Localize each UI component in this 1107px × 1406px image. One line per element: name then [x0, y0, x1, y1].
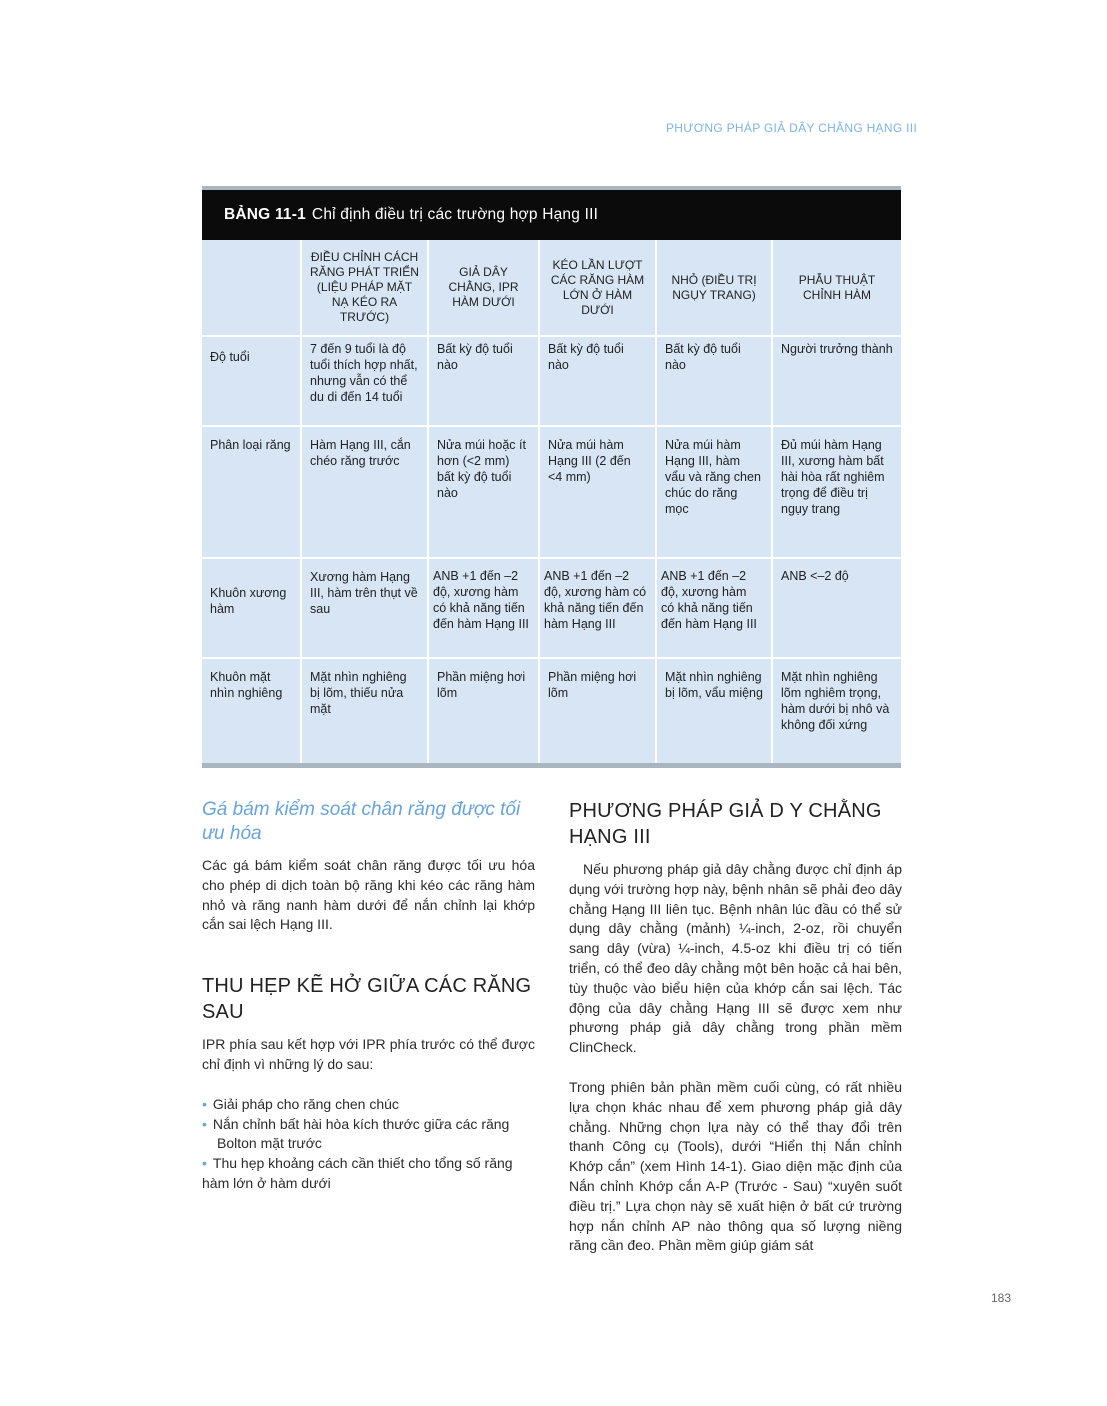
table-label: BẢNG 11-1 — [224, 206, 306, 223]
column-header: GIẢ DÂY CHẰNG, IPR HÀM DƯỚI — [428, 240, 539, 336]
column-header: KÉO LẦN LƯỢT CÁC RĂNG HÀM LỚN Ở HÀM DƯỚI — [539, 240, 656, 336]
table-cell: Phần miệng hơi lõm — [428, 658, 539, 763]
table-grid — [202, 240, 901, 763]
bullet-icon: • — [202, 1095, 207, 1112]
bullet-icon: • — [202, 1155, 207, 1172]
list-item — [202, 1095, 535, 1115]
table-cell: Hàm Hạng III, cắn chéo răng trước — [301, 426, 428, 558]
paragraph: Trong phiên bản phần mềm cuối cùng, có rất nhiều lựa chọn khác nhau để xem phương pháp giả dây chằng. Những chọn lựa này có thể thay đổi trên thanh Công cụ (Tools), dưới “Hiển thị Nắn chỉnh Khớp cắn” (xem Hình 14-1). Giao diện mặc định của Nắn chỉnh Khớp cắn A-P (Trước - Sau) “xuyên suốt điều trị.” Lựa chọn này sẽ xuất hiện ở bất cứ trường hợp nắn chỉnh AP nào thông qua số lượng niềng răng cần đeo. Phần mềm giúp giám sát — [569, 1078, 902, 1254]
subsection-heading: Gá bám kiểm soát chân răng được tối ưu hóa — [202, 799, 521, 844]
list-item-text: Thu hẹp khoảng cách cần thiết cho tổng số răng — [212, 1155, 513, 1172]
list-item — [202, 1115, 535, 1155]
table-cell: Phần miệng hơi lõm — [539, 658, 656, 763]
section-heading: PHƯƠNG PHÁP GIẢ D Y CHẰNG HẠNG III — [569, 800, 882, 848]
table-row — [202, 558, 901, 658]
table-cell: Mặt nhìn nghiêng bị lõm, thiếu nửa mặt — [301, 658, 428, 763]
paragraph: Các gá bám kiểm soát chân răng được tối ưu hóa cho phép di dịch toàn bộ răng khi kéo các răng hàm nhỏ và răng nanh hàm dưới để nắn chỉnh lại khớp cắn sai lệch Hạng III. — [202, 857, 535, 933]
table-cell: Nửa múi hoặc ít hơn (<2 mm) bất kỳ độ tuổi nào — [428, 426, 539, 558]
bullet-list — [202, 1095, 535, 1194]
column-header — [202, 240, 301, 336]
left-column — [202, 798, 535, 1194]
table-cell: Nửa múi hàm Hạng III (2 đến <4 mm) — [539, 426, 656, 558]
table-cell: ANB +1 đến –2 độ, xương hàm có khả năng tiến đến hàm Hạng III — [428, 558, 539, 658]
table-cell: Nửa múi hàm Hạng III, hàm vẩu và răng chen chúc do răng mọc — [656, 426, 772, 558]
table-cell: ANB <–2 độ — [772, 558, 901, 658]
column-header: NHỎ (ĐIỀU TRỊ NGỤY TRANG) — [656, 240, 772, 336]
running-head: PHƯƠNG PHÁP GIẢ DÂY CHẰNG HẠNG III — [665, 121, 917, 135]
table-cell: Xương hàm Hạng III, hàm trên thụt về sau — [301, 558, 428, 658]
table-header-row — [202, 240, 901, 336]
column-header: PHẪU THUẬT CHỈNH HÀM — [772, 240, 901, 336]
table-cell: Người trưởng thành — [772, 336, 901, 426]
table-cell: Đủ múi hàm Hạng III, xương hàm bất hài hòa rất nghiêm trọng để điều trị ngụy trang — [772, 426, 901, 558]
list-item-text: Bolton mặt trước — [217, 1135, 322, 1152]
table-bottom-rule — [202, 763, 901, 768]
table-cell: Bất kỳ độ tuổi nào — [656, 336, 772, 426]
paragraph: IPR phía sau kết hợp với IPR phía trước có thể được chỉ định vì những lý do sau: — [202, 1036, 535, 1072]
table-row — [202, 658, 901, 763]
table-cell: Bất kỳ độ tuổi nào — [539, 336, 656, 426]
row-header: Phân loại răng — [202, 426, 301, 558]
list-item-text: Nắn chỉnh bất hài hòa kích thước giữa các răng — [212, 1115, 510, 1132]
table-cell: ANB +1 đến –2 độ, xương hàm có khả năng tiến đến hàm Hạng III — [539, 558, 656, 658]
row-header: Độ tuổi — [202, 336, 301, 426]
table-cell: Bất kỳ độ tuổi nào — [428, 336, 539, 426]
list-item-text: hàm lớn ở hàm dưới — [202, 1174, 331, 1191]
paragraph: Nếu phương pháp giả dây chằng được chỉ định áp dụng với trường hợp này, bệnh nhân sẽ phải đeo dây chằng Hạng III liên tục. Bệnh nhân lúc đầu có thể sử dụng dây chằng (mảnh) ¼-inch, 2-oz, rồi chuyển sang dây (vừa) ¼-inch, 4.5-oz khi điều trị có tiến triển, có thể đeo dây chằng một bên hoặc cả hai bên, tùy thuộc vào biểu hiện của khớp cắn sai lệch. Tác động của dây chằng Hạng III sẽ được xem như phương pháp giả dây chằng trong phần mềm ClinCheck. — [569, 861, 902, 1056]
right-column — [569, 798, 902, 1256]
list-item-text: Giải pháp cho răng chen chúc — [212, 1095, 399, 1112]
row-header: Khuôn mặt nhìn nghiêng — [202, 658, 301, 763]
bullet-icon: • — [202, 1115, 207, 1132]
table-row — [202, 336, 901, 426]
list-item — [202, 1154, 535, 1194]
table-cell: Mặt nhìn nghiêng lõm nghiêm trọng, hàm dưới bị nhô và không đối xứng — [781, 670, 890, 732]
column-header: ĐIỀU CHỈNH CÁCH RĂNG PHÁT TRIỂN (LIỆU PHÁP MẶT NẠ KÉO RA TRƯỚC) — [301, 240, 428, 336]
table-cell: ANB +1 đến –2 độ, xương hàm có khả năng tiến đến hàm Hạng III — [656, 558, 772, 658]
table-title: Chỉ định điều trị các trường hợp Hạng III — [311, 206, 599, 223]
row-header: Khuôn xương hàm — [202, 558, 301, 658]
table-cell: 7 đến 9 tuổi là độ tuổi thích hợp nhất, nhưng vẫn có thể du di đến 14 tuổi — [301, 336, 428, 426]
section-heading: THU HẸP KẼ HỞ GIỮA CÁC RĂNG SAU — [202, 975, 532, 1024]
table-title-bar — [202, 190, 901, 240]
indications-table — [202, 186, 901, 768]
table-cell: Mặt nhìn nghiêng bị lõm, vẩu miệng — [656, 658, 772, 763]
table-row — [202, 426, 901, 558]
page-number: 183 — [991, 1291, 1012, 1305]
